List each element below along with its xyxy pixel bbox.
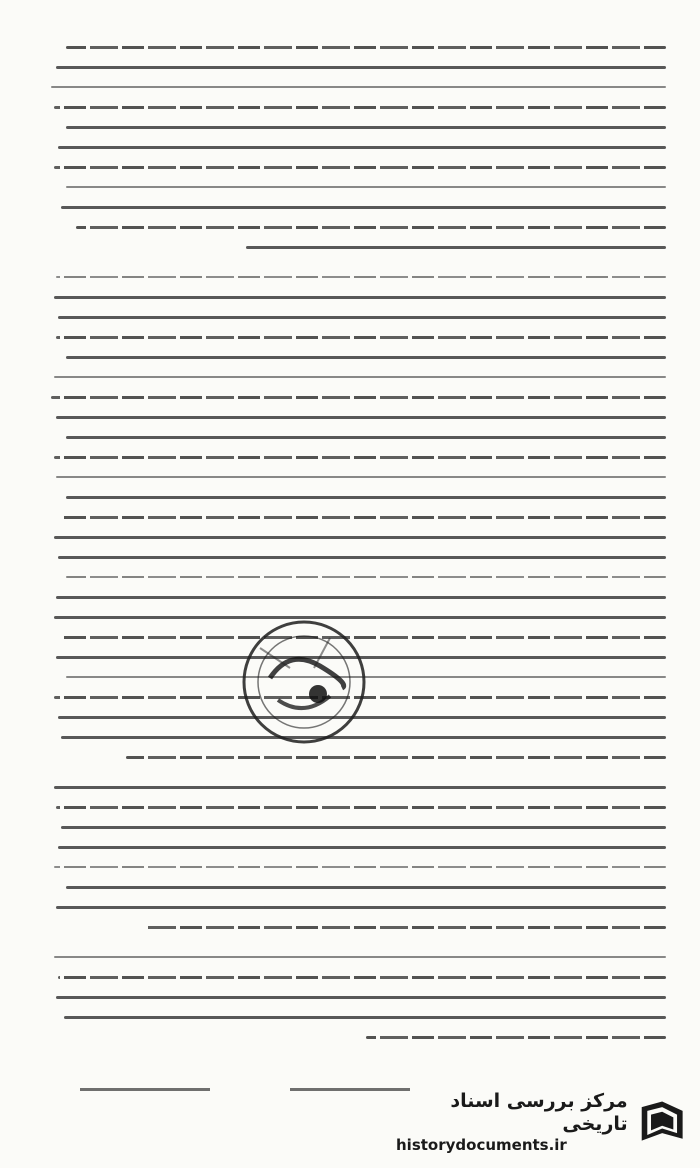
handwritten-line bbox=[54, 536, 666, 539]
watermark-text bbox=[396, 1090, 628, 1154]
handwritten-line bbox=[66, 46, 666, 49]
handwritten-line bbox=[51, 396, 666, 399]
handwritten-line bbox=[54, 956, 666, 958]
signature-left bbox=[80, 1088, 210, 1091]
handwritten-line bbox=[54, 456, 666, 459]
handwritten-text-body bbox=[28, 40, 684, 1080]
handwritten-line bbox=[54, 866, 666, 868]
handwritten-line bbox=[56, 336, 666, 339]
handwritten-line bbox=[58, 146, 666, 149]
handwritten-line bbox=[66, 126, 666, 129]
handwritten-line bbox=[58, 556, 666, 559]
handwritten-line bbox=[56, 276, 666, 278]
handwritten-line bbox=[76, 226, 666, 229]
handwritten-line bbox=[58, 846, 666, 849]
ink-seal-stamp-icon bbox=[230, 608, 378, 756]
handwritten-line bbox=[56, 996, 666, 999]
handwritten-line bbox=[56, 906, 666, 909]
handwritten-line bbox=[246, 246, 666, 249]
handwritten-line bbox=[54, 376, 666, 378]
handwritten-line bbox=[54, 296, 666, 299]
watermark bbox=[396, 1090, 686, 1154]
book-logo-icon bbox=[638, 1096, 686, 1148]
handwritten-line bbox=[56, 476, 666, 478]
handwritten-line bbox=[66, 886, 666, 889]
handwritten-line bbox=[58, 976, 666, 979]
handwritten-line bbox=[146, 926, 666, 929]
handwritten-line bbox=[56, 66, 666, 69]
handwritten-line bbox=[56, 596, 666, 599]
handwritten-line bbox=[61, 826, 666, 829]
handwritten-line bbox=[366, 1036, 666, 1039]
handwritten-line bbox=[61, 516, 666, 519]
handwritten-line bbox=[56, 416, 666, 419]
handwritten-line bbox=[54, 786, 666, 789]
handwritten-line bbox=[66, 576, 666, 578]
handwritten-line bbox=[58, 316, 666, 319]
signature-middle bbox=[290, 1088, 410, 1091]
handwritten-line bbox=[126, 756, 666, 759]
handwritten-line bbox=[64, 1016, 666, 1019]
handwritten-line bbox=[54, 106, 666, 109]
handwritten-line bbox=[66, 356, 666, 359]
handwritten-line bbox=[61, 206, 666, 209]
watermark-url: historydocuments.ir bbox=[396, 1135, 567, 1154]
handwritten-line bbox=[66, 436, 666, 439]
handwritten-line bbox=[54, 166, 666, 169]
handwritten-line bbox=[66, 496, 666, 499]
handwritten-line bbox=[66, 186, 666, 188]
handwritten-line bbox=[56, 806, 666, 809]
watermark-title: مرکز بررسی اسناد تاریخی bbox=[450, 1090, 628, 1135]
handwritten-line bbox=[51, 86, 666, 88]
